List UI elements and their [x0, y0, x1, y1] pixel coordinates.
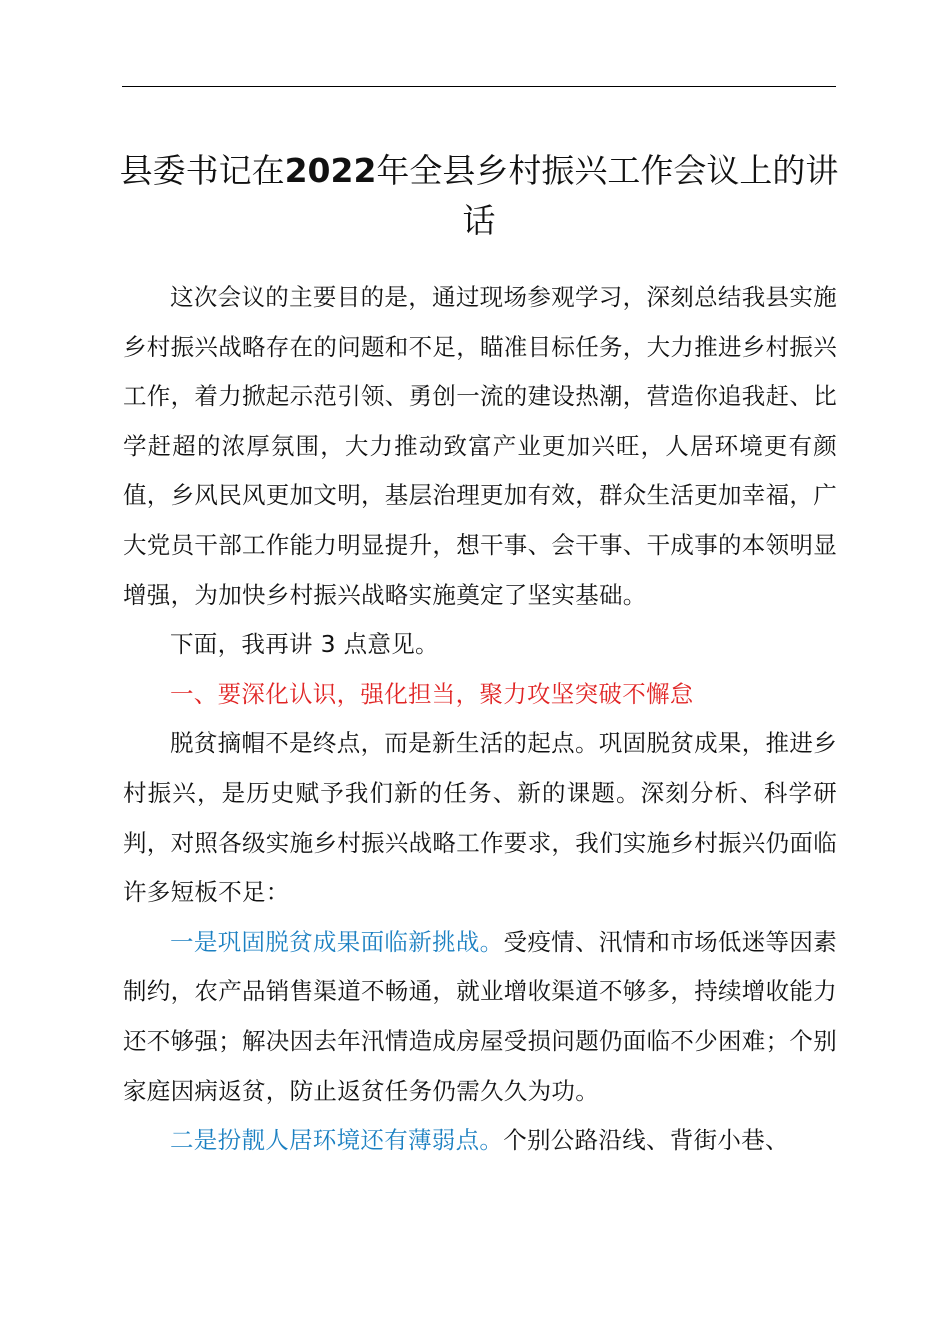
title-part2: 年全县乡村振兴工作会议上的讲话: [376, 151, 839, 240]
document-title: [110, 146, 848, 246]
point-2-text: 个别公路沿线、背街小巷、: [503, 1126, 789, 1155]
point-1-lead: 一是巩固脱贫成果面临新挑战。: [170, 927, 504, 956]
document-body: [123, 273, 837, 1166]
paragraph-point-1: [123, 918, 837, 1116]
title-year: 2022: [284, 151, 377, 190]
point-1-text: 受疫情、汛情和市场低迷等因素制约，农产品销售渠道不畅通，就业增收渠道不够多，持续增收能力还不够强；解决因去年汛情造成房屋受损问题仍面临不少困难；个别家庭因病返贫，防止返贫任务仍需久久为功。: [123, 927, 838, 1105]
point-2-lead: 二是扮靓人居环境还有薄弱点。: [170, 1126, 504, 1155]
paragraph-point-2: [123, 1116, 837, 1166]
title-part1: 县委书记在: [119, 151, 285, 190]
header-rule: [122, 86, 836, 87]
paragraph-analysis: 脱贫摘帽不是终点，而是新生活的起点。巩固脱贫成果，推进乡村振兴，是历史赋予我们新的任务、新的课题。深刻分析、科学研判，对照各级实施乡村振兴战略工作要求，我们实施乡村振兴仍面临许多短板不足：: [123, 729, 837, 907]
paragraph-transition: 下面，我再讲 3 点意见。: [170, 630, 439, 659]
paragraph-intro: 这次会议的主要目的是，通过现场参观学习，深刻总结我县实施乡村振兴战略存在的问题和不足，瞄准目标任务，大力推进乡村振兴工作，着力掀起示范引领、勇创一流的建设热潮，营造你追我赶、比学赶超的浓厚氛围，大力推动致富产业更加兴旺，人居环境更有颜值，乡风民风更加文明，基层治理更加有效，群众生活更加幸福，广大党员干部工作能力明显提升，想干事、会干事、干成事的本领明显增强，为加快乡村振兴战略实施奠定了坚实基础。: [123, 283, 837, 609]
section-heading-1: 一、要深化认识，强化担当，聚力攻坚突破不懈怠: [170, 679, 694, 708]
